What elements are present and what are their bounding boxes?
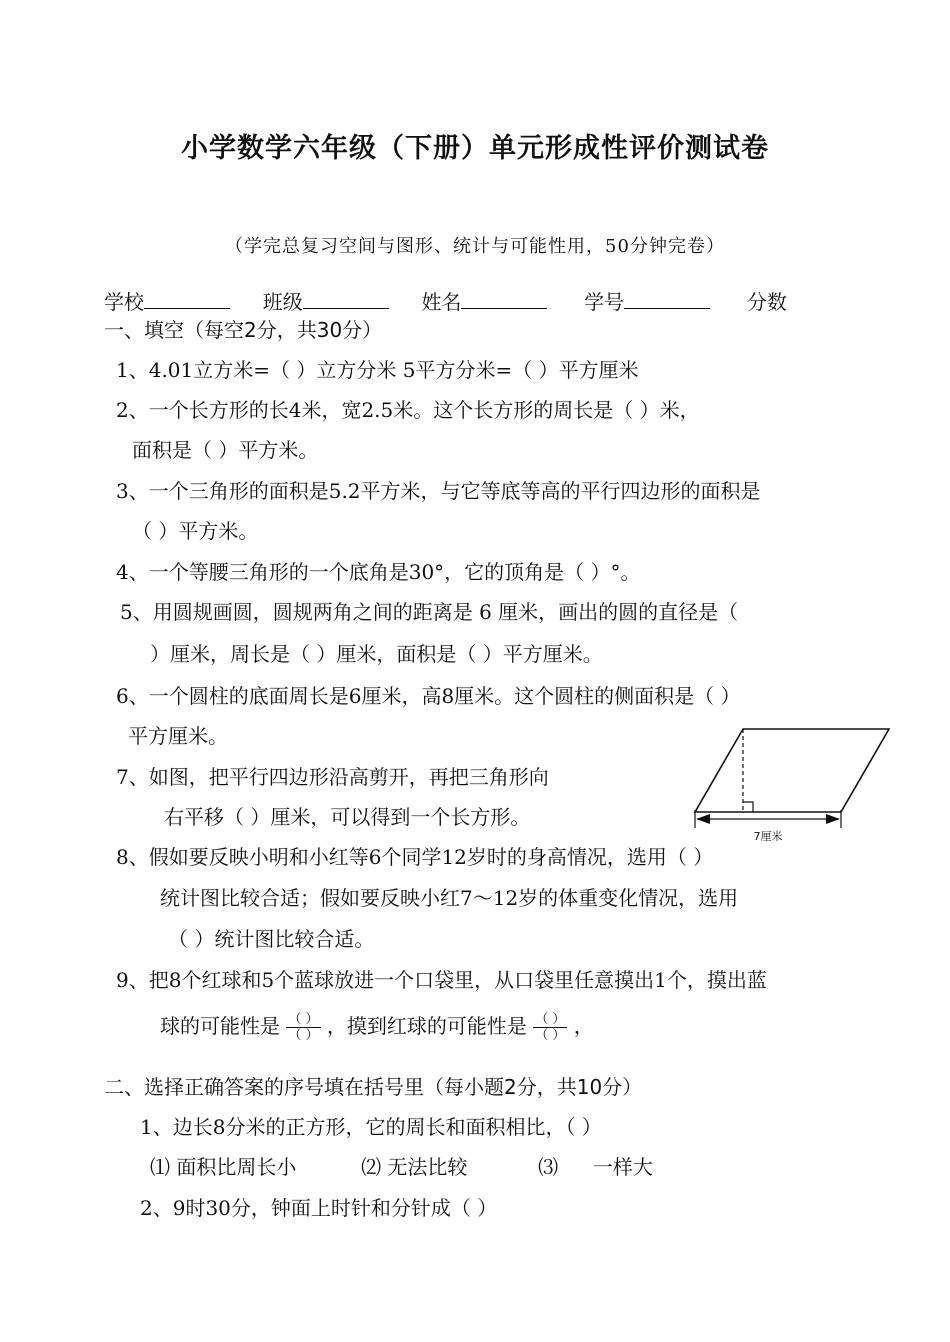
section1-heading: 一、填空（每空2分，共30分）: [104, 318, 383, 342]
dimension-label: 7厘米: [753, 830, 783, 843]
right-angle-mark: [743, 802, 753, 812]
parallelogram-figure: [688, 722, 894, 850]
question-1-8a: 8、假如要反映小明和小红等6个同学12岁时的身高情况，选用（ ）: [116, 845, 714, 869]
question-1-5a: 5、用圆规画圆，圆规两角之间的距离是 6 厘米，画出的圆的直径是（: [120, 600, 739, 624]
question-1-5b: ）厘米，周长是（ ）厘米，面积是（ ）平方厘米。: [150, 642, 603, 666]
blue-fraction-numerator: （ ）: [288, 1012, 319, 1027]
red-fraction-numerator: （ ）: [535, 1012, 566, 1027]
option-3-text: 一样大: [592, 1155, 653, 1179]
page-title: 小学数学六年级（下册）单元形成性评价测试卷: [181, 133, 769, 164]
school-label: 学校: [104, 290, 144, 314]
question-1-3a: 3、一个三角形的面积是5.2平方米，与它等底等高的平行四边形的面积是: [116, 479, 761, 503]
option-1: ⑴ 面积比周长小: [150, 1155, 297, 1179]
number-label: 学号: [584, 290, 625, 314]
question-1-3b: （ ）平方米。: [132, 519, 259, 543]
q9-text-start: 球的可能性是: [160, 1014, 280, 1038]
question-1-4: 4、一个等腰三角形的一个底角是30°，它的顶角是（ ）°。: [116, 560, 641, 584]
question-2-2: 2、9时30分，钟面上时针和分针成（ ）: [140, 1196, 498, 1220]
name-blank[interactable]: [461, 307, 547, 309]
student-info-line: [104, 290, 787, 314]
q9-text-mid: ，摸到红球的可能性是: [326, 1014, 527, 1038]
question-1-9a: 9、把8个红球和5个蓝球放进一个口袋里，从口袋里任意摸出1个，摸出蓝: [116, 968, 767, 992]
question-1-8b: 统计图比较合适；假如要反映小红7～12岁的体重变化情况，选用: [160, 886, 739, 910]
arrow-right: [826, 814, 840, 824]
red-probability-fraction[interactable]: [533, 1012, 567, 1043]
class-blank[interactable]: [303, 307, 389, 309]
question-1-6b: 平方厘米。: [128, 724, 228, 748]
question-1-1: 1、4.01立方米=（ ）立方分米 5平方分米=（ ）平方厘米: [116, 358, 639, 382]
page-subtitle: （学完总复习空间与图形、统计与可能性用，50分钟完卷）: [225, 236, 725, 257]
question-1-7b: 右平移（ ）厘米，可以得到一个长方形。: [164, 805, 531, 829]
q9-text-end: ，: [573, 1014, 594, 1038]
red-fraction-denominator: （ ）: [535, 1028, 566, 1043]
section2-heading: 二、选择正确答案的序号填在括号里（每小题2分，共10分）: [104, 1075, 643, 1099]
question-1-2b: 面积是（ ）平方米。: [132, 438, 319, 462]
class-label: 班级: [262, 290, 303, 314]
question-2-1-options: [150, 1155, 653, 1179]
question-2-1: 1、边长8分米的正方形，它的周长和面积相比，（ ）: [140, 1115, 602, 1139]
option-3-marker: ⑶: [538, 1155, 559, 1179]
score-label: 分数: [746, 290, 787, 314]
question-1-7a: 7、如图，把平行四边形沿高剪开，再把三角形向: [116, 765, 549, 789]
blue-probability-fraction[interactable]: [286, 1012, 320, 1043]
question-1-2a: 2、一个长方形的长4米，宽2.5米。这个长方形的周长是（ ）米，: [116, 398, 700, 422]
question-1-9b: [160, 1012, 594, 1043]
name-label: 姓名: [421, 290, 462, 314]
parallelogram-shape: [695, 729, 889, 812]
school-blank[interactable]: [144, 307, 230, 309]
question-1-6a: 6、一个圆柱的底面周长是6厘米，高8厘米。这个圆柱的侧面积是（ ）: [116, 684, 741, 708]
blue-fraction-denominator: （ ）: [288, 1028, 319, 1043]
option-2: ⑵ 无法比较: [361, 1155, 468, 1179]
question-1-8c: （ ）统计图比较合适。: [168, 927, 375, 951]
arrow-left: [696, 814, 710, 824]
number-blank[interactable]: [624, 307, 710, 309]
